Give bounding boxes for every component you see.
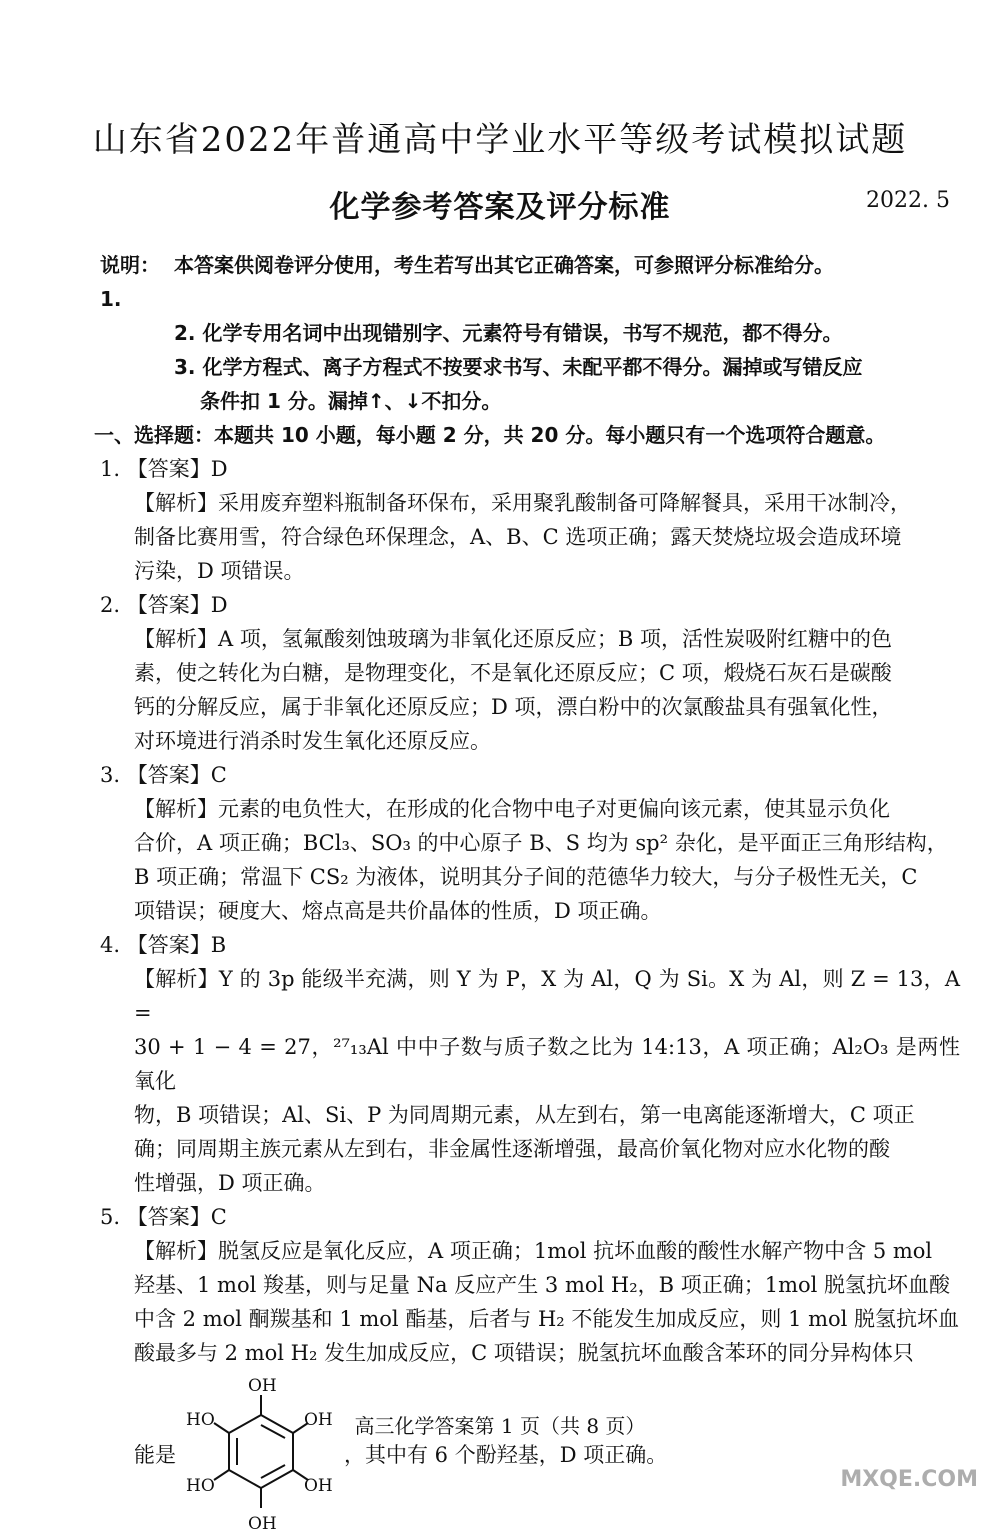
hexahydroxybenzene-structure [186,1373,336,1538]
watermark-logo: MXQE.COM [840,1467,978,1492]
ho-left-down-label: HO [186,1475,215,1496]
question-answer: 3. 【答案】C [100,763,227,787]
explanation-line: 酸最多与 2 mol H₂ 发生加成反应，C 项错误；脱氢抗坏血酸含苯环的同分异构体只 [134,1341,914,1365]
page-title: 山东省2022年普通高中学业水平等级考试模拟试题 [92,120,908,160]
explanation-line: 确；同周期主族元素从左到右，非金属性逐渐增强，最高价氧化物对应水化物的酸 [134,1137,890,1161]
explanation-line: 羟基、1 mol 羧基，则与足量 Na 反应产生 3 mol H₂，B 项正确；1mol 脱氢抗坏血酸 [134,1273,951,1297]
oh-right-up-label: OH [304,1409,333,1430]
note-2: 2. 化学专用名词中出现错别字、元素符号有错误，书写不规范，都不得分。 [174,321,843,345]
structure-before-text: 能是 [134,1443,176,1467]
explanation-line: 污染，D 项错误。 [134,559,305,583]
note-1-text: 本答案供阅卷评分使用，考生若写出其它正确答案，可参照评分标准给分。 [174,253,834,277]
explanation-line: 【解析】脱氢反应是氧化反应，A 项正确；1mol 抗坏血酸的酸性水解产物中含 5 mol [134,1239,933,1263]
oh-bottom-label: OH [248,1513,277,1534]
note-3b: 条件扣 1 分。漏掉↑、↓不扣分。 [200,389,502,413]
explanation-line: 对环境进行消杀时发生氧化还原反应。 [134,729,491,753]
question-block [100,1200,960,1370]
notes-lead: 说明：1. [100,253,160,311]
question-block [100,758,960,928]
question-block [100,928,960,1200]
structure-after-text: ，其中有 6 个酚羟基，D 项正确。 [344,1443,668,1467]
explanation-line: B 项正确；常温下 CS₂ 为液体，说明其分子间的范德华力较大，与分子极性无关，C [134,865,918,889]
page-footer: 高三化学答案第 1 页（共 8 页） [354,1414,646,1438]
explanation-line: 物，B 项错误；Al、Si、P 为同周期元素，从左到右，第一电离能逐渐增大，C 项正 [134,1103,915,1127]
note-1 [100,248,960,316]
note-3a: 3. 化学方程式、离子方程式不按要求书写、未配平都不得分。漏掉或写错反应 [174,355,863,379]
explanation-line: 30 + 1 − 4 = 27，²⁷₁₃Al 中中子数与质子数之比为 14:13，A 项正确；Al₂O₃ 是两性氧化 [134,1035,960,1093]
question-answer: 5. 【答案】C [100,1205,227,1229]
question-list [100,452,960,1370]
question-block [100,588,960,758]
explanation-line: 【解析】采用废弃塑料瓶制备环保布，采用聚乳酸制备可降解餐具，采用干冰制冷， [134,491,911,515]
explanation-line: 【解析】A 项，氢氟酸刻蚀玻璃为非氧化还原反应；B 项，活性炭吸附红糖中的色 [134,627,892,651]
explanation-line: 中含 2 mol 酮羰基和 1 mol 酯基，后者与 H₂ 不能发生加成反应，则 1 mol 脱氢抗坏血 [134,1307,960,1331]
document-body [94,248,960,1540]
explanation-line: 项错误；硬度大、熔点高是共价晶体的性质，D 项正确。 [134,899,662,923]
page-subtitle: 化学参考答案及评分标准 [329,190,671,225]
explanation-line: 【解析】Y 的 3p 能级半充满，则 Y 为 P，X 为 Al，Q 为 Si。X 为 Al，则 Z = 13，A = [134,967,960,1025]
notes-block [100,248,960,418]
ho-left-up-label: HO [186,1409,215,1430]
section-heading: 一、选择题：本题共 10 小题，每小题 2 分，共 20 分。每小题只有一个选项符合题意。 [94,423,886,447]
oh-right-down-label: OH [304,1475,333,1496]
explanation-line: 性增强，D 项正确。 [134,1171,326,1195]
exam-date: 2022. 5 [866,188,950,213]
explanation-line: 素，使之转化为白糖，是物理变化，不是氧化还原反应；C 项，煅烧石灰石是碳酸 [134,661,892,685]
question-block [100,452,960,588]
explanation-line: 钙的分解反应，属于非氧化还原反应；D 项，漂白粉中的次氯酸盐具有强氧化性， [134,695,893,719]
explanation-line: 合价，A 项正确；BCl₃、SO₃ 的中心原子 B、S 均为 sp² 杂化，是平面正三角形结构， [134,831,948,855]
question-answer: 1. 【答案】D [100,457,228,481]
explanation-line: 【解析】元素的电负性大，在形成的化合物中电子对更偏向该元素，使其显示负化 [134,797,890,821]
structure-line [100,1370,960,1540]
oh-top-label: OH [248,1375,277,1396]
question-answer: 4. 【答案】B [100,933,227,957]
explanation-line: 制备比赛用雪，符合绿色环保理念，A、B、C 选项正确；露天焚烧垃圾会造成环境 [134,525,902,549]
question-answer: 2. 【答案】D [100,593,228,617]
